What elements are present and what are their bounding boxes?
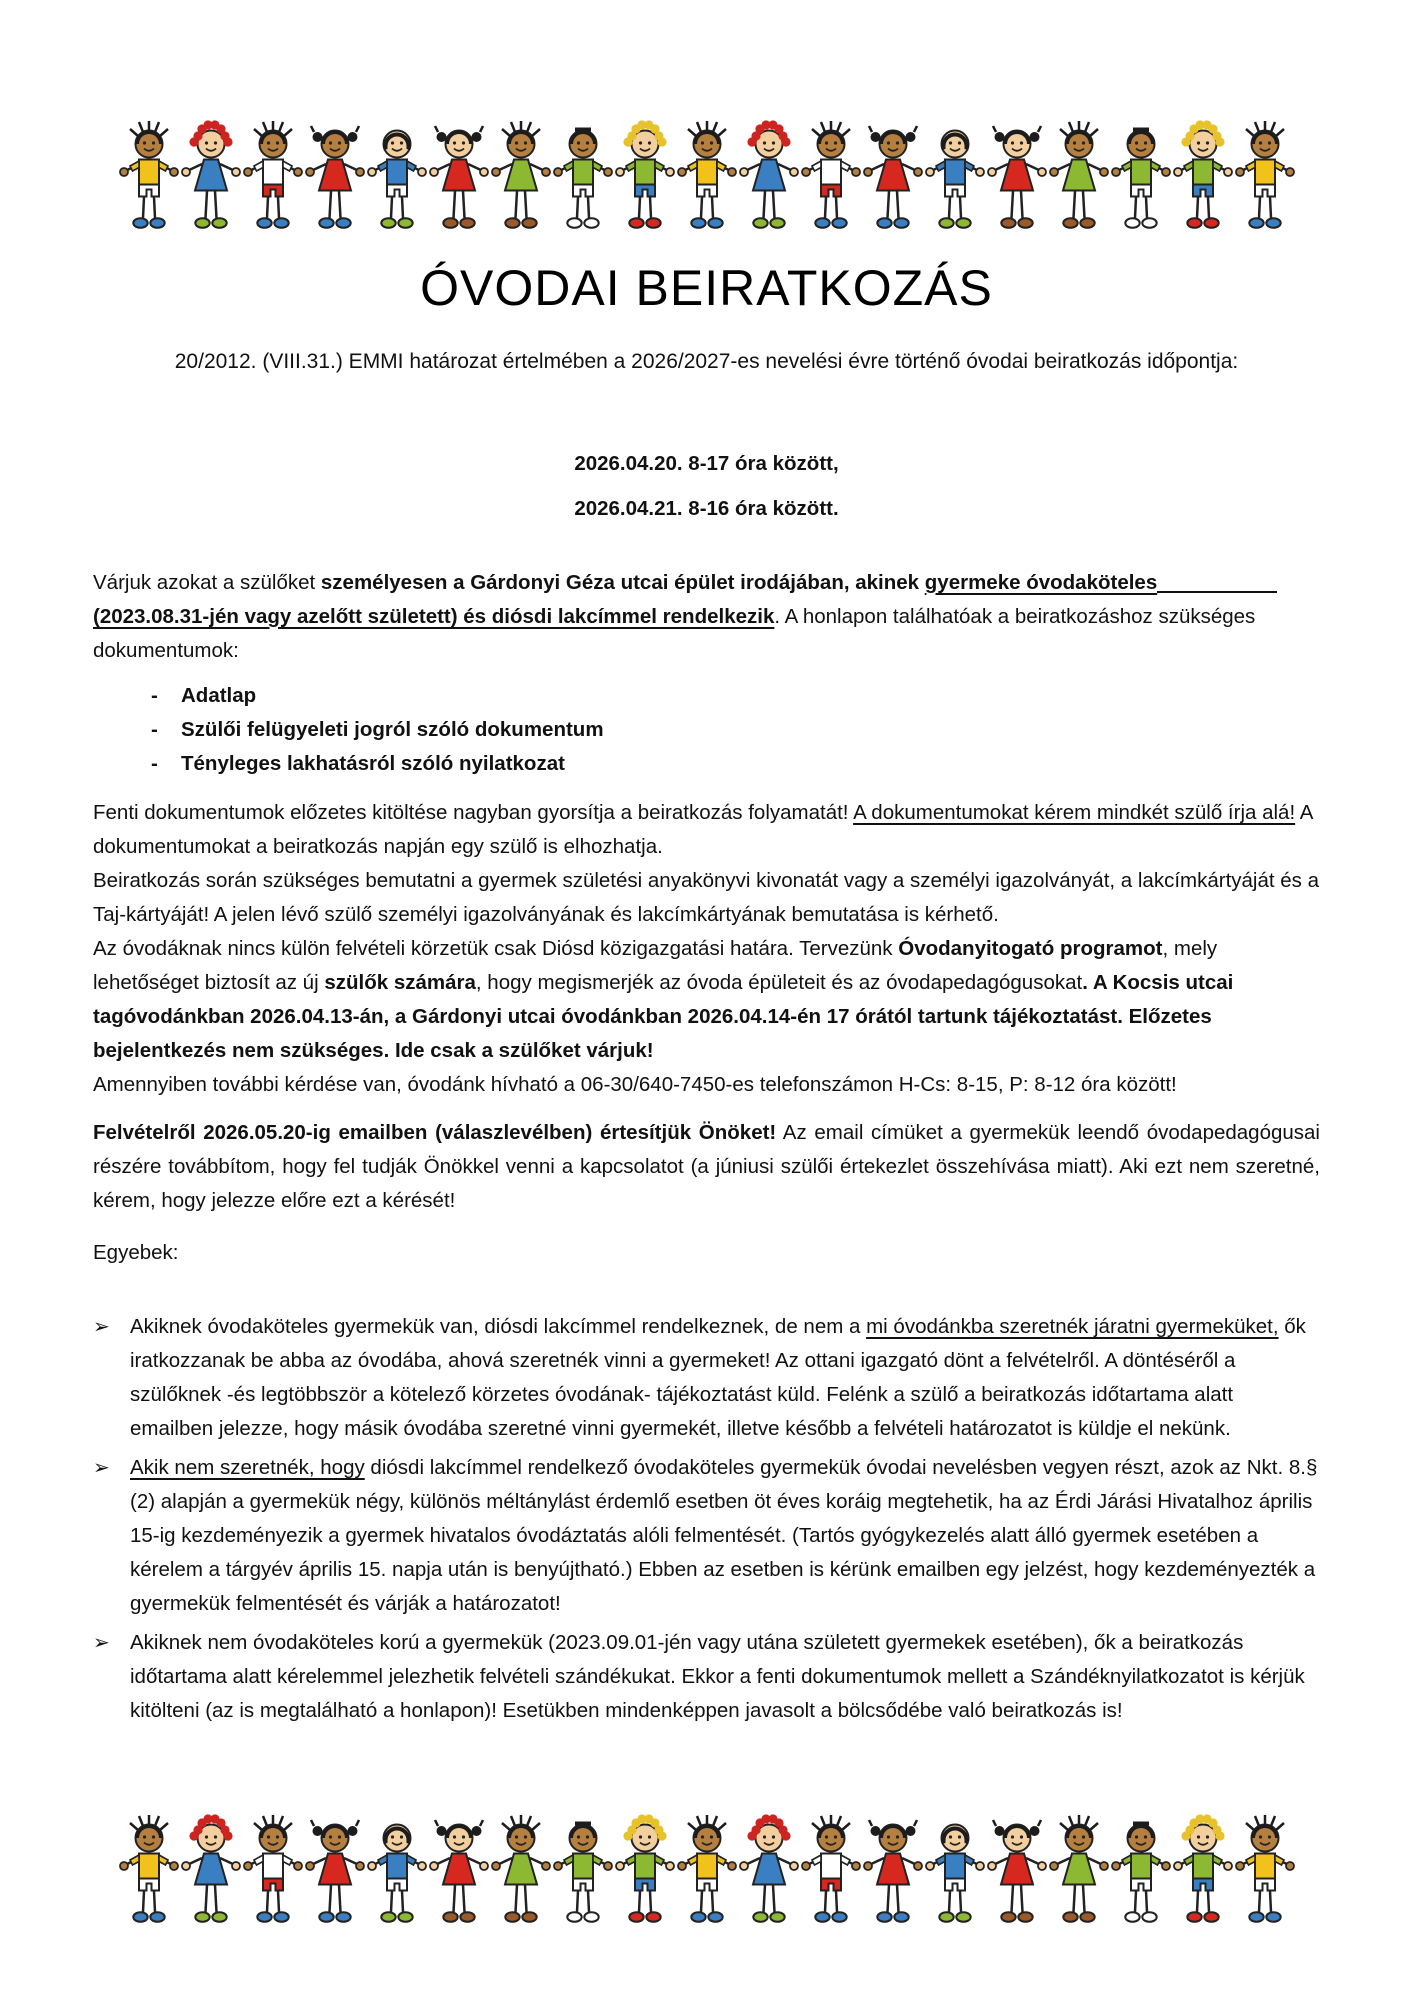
list-item xyxy=(93,1451,1320,1621)
child-figure xyxy=(1048,1810,1110,1928)
documents-list-item xyxy=(151,680,1320,712)
child-figure xyxy=(180,1810,242,1928)
child-figure xyxy=(862,1810,924,1928)
enrollment-date-1: 2026.04.20. 8-17 óra között, xyxy=(574,451,839,475)
dash-marker: - xyxy=(151,717,158,741)
child-figure xyxy=(242,116,304,234)
documents-list-item xyxy=(151,714,1320,746)
child-figure xyxy=(1234,116,1296,234)
children-banner-top xyxy=(93,92,1320,234)
child-figure xyxy=(490,116,552,234)
dash-marker: - xyxy=(151,751,158,775)
children-banner-bottom xyxy=(93,1786,1320,1928)
note-text: Akiknek óvodaköteles gyermekük van, diósdi lakcímmel rendelkeznek, de nem a mi óvodánkba szeretnék járatni gyermeküket, ők iratkozzanak be abba az óvodába, ahová szeretnék vinni a gyermeket! Az ottani igazgató dönt a felvételről. A döntéséről a szülőknek -és legtöbbször a kötelező körzetes óvodának- tájékoztatást küld. Felénk a szülő a beiratkozás időtartama alatt emailben jelezze, hogy másik óvodába szeretné vinni gyermekét, illetve később a felvételi határozatot is küldje el nekünk. xyxy=(130,1314,1306,1440)
arrow-bullet-icon: ➢ xyxy=(93,1456,110,1479)
child-figure xyxy=(1172,1810,1234,1928)
document-item-label: Tényleges lakhatásról szóló nyilatkozat xyxy=(181,751,565,775)
child-figure xyxy=(614,116,676,234)
arrow-bullet-icon: ➢ xyxy=(93,1631,110,1654)
child-figure xyxy=(118,116,180,234)
child-figure xyxy=(118,1810,180,1928)
child-figure xyxy=(1172,116,1234,234)
open-day-paragraph: Az óvodáknak nincs külön felvételi körzetük csak Diósd közigazgatási határa. Tervezünk Óvodanyitogató programot, mely lehetőséget biztosít az új szülők számára, hogy megismerjék az óvoda épületeit és az óvodapedagógusokat. A Kocsis utcai tagóvodánkban 2026.04.13-án, a Gárdonyi utcai óvodánkban 2026.04.14-én 17 órától tartunk tájékoztatást. Előzetes bejelentkezés nem szükséges. Ide csak a szülőket várjuk! xyxy=(93,936,1234,1062)
page-title: ÓVODAI BEIRATKOZÁS xyxy=(420,260,993,316)
other-heading: Egyebek: xyxy=(93,1240,179,1264)
child-figure xyxy=(366,1810,428,1928)
arrow-bullet-icon: ➢ xyxy=(93,1315,110,1338)
documents-list-item xyxy=(151,748,1320,780)
list-item xyxy=(93,1310,1320,1446)
child-figure xyxy=(490,1810,552,1928)
subtitle: 20/2012. (VIII.31.) EMMI határozat értelmében a 2026/2027-es nevelési évre történő óvodai beiratkozás időpontja: xyxy=(174,349,1239,373)
child-figure xyxy=(304,116,366,234)
document-item-label: Adatlap xyxy=(181,683,257,707)
child-figure xyxy=(552,116,614,234)
child-figure xyxy=(676,1810,738,1928)
child-figure xyxy=(986,1810,1048,1928)
document-item-label: Szülői felügyeleti jogról szóló dokumentum xyxy=(181,717,604,741)
child-figure xyxy=(924,116,986,234)
dash-marker: - xyxy=(151,683,158,707)
child-figure xyxy=(428,116,490,234)
child-figure xyxy=(986,116,1048,234)
child-figure xyxy=(552,1810,614,1928)
enrollment-date-2: 2026.04.21. 8-16 óra között. xyxy=(574,496,839,520)
child-figure xyxy=(800,116,862,234)
child-figure xyxy=(800,1810,862,1928)
note-text: Akik nem szeretnék, hogy diósdi lakcímmel rendelkező óvodaköteles gyermekük óvodai nevelésben vegyen részt, azok az Nkt. 8.§ (2) alapján a gyermekük négy, különös méltánylást érdemlő esetben öt éves koráig megtehetik, ha az Érdi Járási Hivatalhoz április 15-ig kezdeményezik a gyermek hivatalos óvodáztatás alóli felmentését. (Tartós gyógykezelés alatt álló gyermek esetében a kérelem a tárgyév április 15. napja után is benyújtható.) Ebben az esetben is kérünk emailben egy jelzést, hogy kezdeményezték a gyermekük felmentését és várják a határozatot! xyxy=(130,1455,1318,1615)
child-figure xyxy=(428,1810,490,1928)
child-figure xyxy=(738,1810,800,1928)
note-text: Akiknek nem óvodaköteles korú a gyermekük (2023.09.01-jén vagy utána született gyermekek esetében), ők a beiratkozás időtartama alatt kérelemmel jelezhetik felvételi szándékukat. Ekkor a fenti dokumentumok mellett a Szándéknyilatkozatot is kérjük kitölteni (az is megtalálható a honlapon)! Esetükben mindenképpen javasolt a bölcsődébe való beiratkozás is! xyxy=(130,1630,1305,1722)
child-figure xyxy=(1110,116,1172,234)
documents-note-paragraph: Fenti dokumentumok előzetes kitöltése nagyban gyorsítja a beiratkozás folyamatát! A dokumentumokat kérem mindkét szülő írja alá! A dokumentumokat a beiratkozás napján egy szülő is elhozhatja. xyxy=(93,800,1313,858)
child-figure xyxy=(1110,1810,1172,1928)
child-figure xyxy=(366,116,428,234)
other-notes-list xyxy=(93,1310,1320,1728)
child-figure xyxy=(1048,116,1110,234)
admission-notice-paragraph: Felvételről 2026.05.20-ig emailben (válaszlevélben) értesítjük Önöket! Az email címüket a gyermekük leendő óvodapedagógusai részére továbbítom, hogy fel tudják Önökkel venni a kapcsolatot (a júniusi szülői értekezlet összehívása miatt). Aki ezt nem szeretné, kérem, hogy jelezze előre ezt a kérését! xyxy=(93,1120,1320,1212)
documents-list xyxy=(151,680,1320,780)
child-figure xyxy=(242,1810,304,1928)
child-figure xyxy=(1234,1810,1296,1928)
intro-paragraph: Várjuk azokat a szülőket személyesen a Gárdonyi Géza utcai épület irodájában, akinek gyermeke óvodaköteles (2023.08.31-jén vagy azelőtt született) és diósdi lakcímmel rendelkezik. A honlapon találhatóak a beiratkozáshoz szükséges dokumentumok: xyxy=(93,566,1320,668)
child-figure xyxy=(614,1810,676,1928)
child-figure xyxy=(304,1810,366,1928)
required-ids-paragraph: Beiratkozás során szükséges bemutatni a gyermek születési anyakönyvi kivonatát vagy a személyi igazolványát, a lakcímkártyáját és a Taj-kártyáját! A jelen lévő szülő személyi igazolványának és lakcímkártyának bemutatása is kérhető. xyxy=(93,868,1320,926)
child-figure xyxy=(180,116,242,234)
child-figure xyxy=(862,116,924,234)
phone-paragraph: Amennyiben további kérdése van, óvodánk hívható a 06-30/640-7450-es telefonszámon H-Cs: 8-15, P: 8-12 óra között! xyxy=(93,1072,1177,1096)
child-figure xyxy=(676,116,738,234)
child-figure xyxy=(738,116,800,234)
list-item xyxy=(93,1626,1320,1728)
child-figure xyxy=(924,1810,986,1928)
